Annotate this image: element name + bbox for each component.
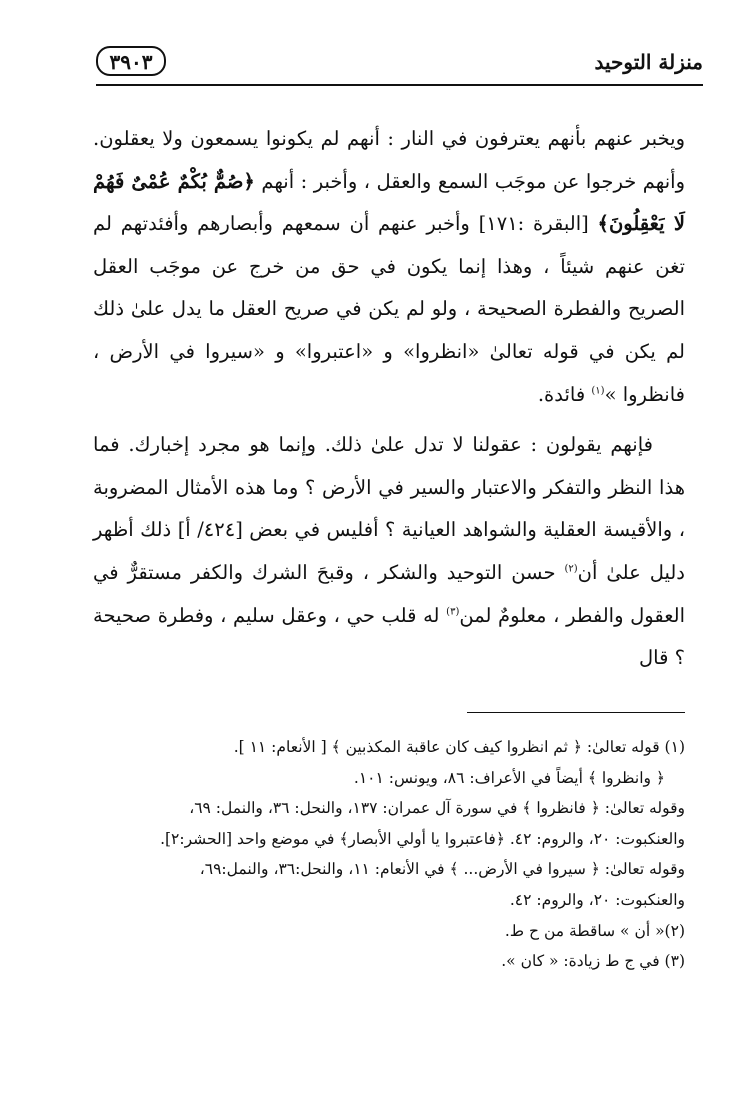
page-header (96, 44, 703, 84)
paragraph-2-text-c: له قلب حي ، وعقل سليم ، وفطرة صحيحة ؟ قال (93, 603, 685, 670)
header-rule (96, 84, 703, 86)
main-text (93, 118, 685, 680)
footnote-1-line-2: ﴿ وانظروا ﴾ أيضاً في الأعراف: ٨٦، ويونس: ١٠١. (353, 768, 665, 787)
footnote-1-line-5: وقوله تعالىٰ: ﴿ سيروا في الأرض... ﴾ في الأنعام: ١١، والنحل:٣٦، والنمل:٦٩، (199, 860, 685, 879)
footnote-1-line-6: والعنكبوت: ٢٠، والروم: ٤٢. (509, 890, 685, 909)
page-number: ٣٩٠٣ (96, 46, 166, 76)
paragraph-2-text-a: فإنهم يقولون : عقولنا لا تدل علىٰ ذلك. وإنما هو مجرد إخبارك. فما هذا النظر والتفكر والاعتبار والسير في الأرض ؟ وما هذه الأمثال المضروبة ، والأقيسة العقلية والشواهد العيانية ؟ أفليس في بعض [٤٢٤/ أ] ذلك أظهر دليل علىٰ أن (93, 433, 685, 584)
footnote-1-line-4: والعنكبوت: ٢٠، والروم: ٤٢. ﴿فاعتبروا يا أولي الأبصار﴾ في موضع واحد [الحشر:٢]. (160, 829, 685, 848)
footnote-1-line-3: وقوله تعالىٰ: ﴿ فانظروا ﴾ في سورة آل عمران: ١٣٧، والنحل: ٣٦، والنمل: ٦٩، (189, 799, 685, 818)
footnote-2: (٢)« أن » ساقطة من ح ط. (504, 921, 685, 940)
footnote-ref-3[interactable]: (٣) (446, 606, 460, 618)
running-title: منزلة التوحيد (594, 50, 703, 74)
paragraph-1-text-c: فائدة. (537, 382, 592, 406)
footnote-3: (٣) في ج ط زيادة: « كان ». (501, 952, 685, 971)
quran-quote: ﴿صُمٌّ بُكْمٌ عُمْىٌ فَهُمْ لَا يَعْقِلُونَ﴾ (93, 169, 685, 236)
footnote-ref-1[interactable]: (١) (591, 385, 605, 397)
paragraph-2 (93, 424, 685, 680)
footnote-ref-2[interactable]: (٢) (564, 563, 578, 575)
paragraph-2-text-b: حسن التوحيد والشكر ، وقبحَ الشرك والكفر مستقرٌّ في العقول والفطر ، معلومٌ لمن (93, 560, 686, 627)
footnotes (81, 732, 685, 977)
paragraph-1-text-a: ويخبر عنهم بأنهم يعترفون في النار : أنهم لم يكونوا يسمعون ولا يعقلون. وأنهم خرجوا عن موجَب السمع والعقل ، وأخبر : أنهم (93, 127, 686, 193)
paragraph-1 (93, 118, 685, 416)
footnote-1: (١) قوله تعالىٰ: ﴿ ثم انظروا كيف كان عاقبة المكذبين ﴾ [ الأنعام: ١١ ]. (233, 738, 685, 756)
paragraph-1-text-b: [البقرة :١٧١] وأخبر عنهم أن سمعهم وأبصارهم وأفئدتهم لم تغن عنهم شيئاً ، وهذا إنما يكون في حق من خرج عن موجَب العقل الصريح والفطرة الصحيحة ، ولو لم يكن في صريح العقل ما يدل علىٰ ذلك لم يكن في قوله تعالىٰ «انظروا» و «اعتبروا» و «سيروا في الأرض ، فانظروا » (93, 212, 685, 406)
footnote-separator (467, 712, 685, 713)
